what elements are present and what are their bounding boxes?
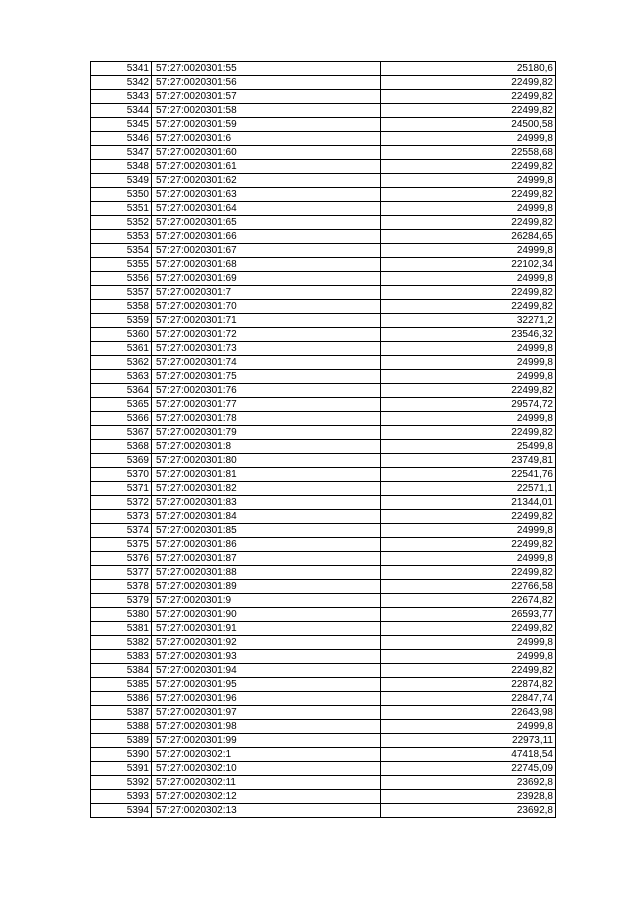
table-row xyxy=(91,524,556,538)
value-cell: 24999,8 xyxy=(381,202,556,216)
table-row xyxy=(91,188,556,202)
value-cell: 23692,8 xyxy=(381,804,556,818)
value-cell: 22558,68 xyxy=(381,146,556,160)
value-cell: 22499,82 xyxy=(381,510,556,524)
cadastral-number-cell: 57:27:0020301:80 xyxy=(152,454,381,468)
cadastral-number-cell: 57:27:0020301:90 xyxy=(152,608,381,622)
cadastral-number-cell: 57:27:0020301:94 xyxy=(152,664,381,678)
table-row xyxy=(91,538,556,552)
value-cell: 22643,98 xyxy=(381,706,556,720)
value-cell: 22499,82 xyxy=(381,216,556,230)
table-row xyxy=(91,692,556,706)
row-number-cell: 5386 xyxy=(91,692,152,706)
table-row xyxy=(91,748,556,762)
table-row xyxy=(91,258,556,272)
table-row xyxy=(91,426,556,440)
value-cell: 24999,8 xyxy=(381,552,556,566)
table-row xyxy=(91,636,556,650)
cadastral-number-cell: 57:27:0020301:85 xyxy=(152,524,381,538)
table-row xyxy=(91,286,556,300)
cadastral-number-cell: 57:27:0020301:55 xyxy=(152,62,381,76)
value-cell: 26593,77 xyxy=(381,608,556,622)
value-cell: 29574,72 xyxy=(381,398,556,412)
cadastral-number-cell: 57:27:0020301:74 xyxy=(152,356,381,370)
row-number-cell: 5370 xyxy=(91,468,152,482)
value-cell: 22847,74 xyxy=(381,692,556,706)
table-row xyxy=(91,664,556,678)
cadastral-number-cell: 57:27:0020301:92 xyxy=(152,636,381,650)
row-number-cell: 5357 xyxy=(91,286,152,300)
value-cell: 22571,1 xyxy=(381,482,556,496)
table-row xyxy=(91,398,556,412)
value-cell: 22499,82 xyxy=(381,160,556,174)
table-row xyxy=(91,678,556,692)
value-cell: 22499,82 xyxy=(381,188,556,202)
value-cell: 23749,81 xyxy=(381,454,556,468)
row-number-cell: 5353 xyxy=(91,230,152,244)
cadastral-number-cell: 57:27:0020301:79 xyxy=(152,426,381,440)
value-cell: 24999,8 xyxy=(381,272,556,286)
table-row xyxy=(91,762,556,776)
table-row xyxy=(91,76,556,90)
cadastral-number-cell: 57:27:0020301:8 xyxy=(152,440,381,454)
row-number-cell: 5383 xyxy=(91,650,152,664)
value-cell: 22499,82 xyxy=(381,300,556,314)
cadastral-number-cell: 57:27:0020301:57 xyxy=(152,90,381,104)
cadastral-number-cell: 57:27:0020301:73 xyxy=(152,342,381,356)
table-row xyxy=(91,566,556,580)
value-cell: 24999,8 xyxy=(381,132,556,146)
cadastral-number-cell: 57:27:0020301:62 xyxy=(152,174,381,188)
row-number-cell: 5354 xyxy=(91,244,152,258)
row-number-cell: 5347 xyxy=(91,146,152,160)
cadastral-number-cell: 57:27:0020301:87 xyxy=(152,552,381,566)
value-cell: 32271,2 xyxy=(381,314,556,328)
table-row xyxy=(91,174,556,188)
cadastral-number-cell: 57:27:0020301:7 xyxy=(152,286,381,300)
value-cell: 22541,76 xyxy=(381,468,556,482)
value-cell: 24500,58 xyxy=(381,118,556,132)
value-cell: 26284,65 xyxy=(381,230,556,244)
value-cell: 24999,8 xyxy=(381,636,556,650)
value-cell: 24999,8 xyxy=(381,356,556,370)
cadastral-number-cell: 57:27:0020301:63 xyxy=(152,188,381,202)
row-number-cell: 5349 xyxy=(91,174,152,188)
cadastral-number-cell: 57:27:0020301:91 xyxy=(152,622,381,636)
cadastral-number-cell: 57:27:0020301:6 xyxy=(152,132,381,146)
value-cell: 22745,09 xyxy=(381,762,556,776)
value-cell: 24999,8 xyxy=(381,370,556,384)
cadastral-number-cell: 57:27:0020301:66 xyxy=(152,230,381,244)
value-cell: 22674,82 xyxy=(381,594,556,608)
value-cell: 25180,6 xyxy=(381,62,556,76)
table-row xyxy=(91,468,556,482)
table-row xyxy=(91,300,556,314)
row-number-cell: 5377 xyxy=(91,566,152,580)
row-number-cell: 5362 xyxy=(91,356,152,370)
table-row xyxy=(91,734,556,748)
cadastral-number-cell: 57:27:0020301:58 xyxy=(152,104,381,118)
row-number-cell: 5366 xyxy=(91,412,152,426)
cadastral-number-cell: 57:27:0020301:69 xyxy=(152,272,381,286)
cadastral-number-cell: 57:27:0020301:84 xyxy=(152,510,381,524)
value-cell: 25499,8 xyxy=(381,440,556,454)
cadastral-number-cell: 57:27:0020301:70 xyxy=(152,300,381,314)
cadastral-number-cell: 57:27:0020301:61 xyxy=(152,160,381,174)
row-number-cell: 5373 xyxy=(91,510,152,524)
table-row xyxy=(91,146,556,160)
cadastral-number-cell: 57:27:0020301:98 xyxy=(152,720,381,734)
row-number-cell: 5344 xyxy=(91,104,152,118)
value-cell: 24999,8 xyxy=(381,524,556,538)
row-number-cell: 5368 xyxy=(91,440,152,454)
value-cell: 24999,8 xyxy=(381,244,556,258)
table-row xyxy=(91,790,556,804)
table-row xyxy=(91,62,556,76)
cadastral-number-cell: 57:27:0020301:81 xyxy=(152,468,381,482)
row-number-cell: 5363 xyxy=(91,370,152,384)
table-row xyxy=(91,622,556,636)
table-row xyxy=(91,720,556,734)
row-number-cell: 5381 xyxy=(91,622,152,636)
value-cell: 22499,82 xyxy=(381,90,556,104)
row-number-cell: 5388 xyxy=(91,720,152,734)
table-row xyxy=(91,594,556,608)
table-row xyxy=(91,706,556,720)
row-number-cell: 5356 xyxy=(91,272,152,286)
cadastral-number-cell: 57:27:0020302:13 xyxy=(152,804,381,818)
cadastral-number-cell: 57:27:0020301:77 xyxy=(152,398,381,412)
table-row xyxy=(91,412,556,426)
cadastral-number-cell: 57:27:0020301:75 xyxy=(152,370,381,384)
row-number-cell: 5378 xyxy=(91,580,152,594)
cadastral-number-cell: 57:27:0020301:89 xyxy=(152,580,381,594)
cadastral-number-cell: 57:27:0020301:76 xyxy=(152,384,381,398)
cadastral-number-cell: 57:27:0020302:1 xyxy=(152,748,381,762)
cadastral-number-cell: 57:27:0020301:93 xyxy=(152,650,381,664)
row-number-cell: 5375 xyxy=(91,538,152,552)
table-row xyxy=(91,272,556,286)
row-number-cell: 5374 xyxy=(91,524,152,538)
table-row xyxy=(91,132,556,146)
cadastral-number-cell: 57:27:0020301:65 xyxy=(152,216,381,230)
row-number-cell: 5364 xyxy=(91,384,152,398)
row-number-cell: 5382 xyxy=(91,636,152,650)
table-row xyxy=(91,384,556,398)
cadastral-number-cell: 57:27:0020301:96 xyxy=(152,692,381,706)
row-number-cell: 5351 xyxy=(91,202,152,216)
cadastral-number-cell: 57:27:0020301:83 xyxy=(152,496,381,510)
cadastral-number-cell: 57:27:0020302:12 xyxy=(152,790,381,804)
cadastral-number-cell: 57:27:0020301:56 xyxy=(152,76,381,90)
row-number-cell: 5365 xyxy=(91,398,152,412)
cadastral-number-cell: 57:27:0020302:10 xyxy=(152,762,381,776)
value-cell: 24999,8 xyxy=(381,174,556,188)
table-row xyxy=(91,104,556,118)
table-row xyxy=(91,230,556,244)
table-row xyxy=(91,496,556,510)
value-cell: 24999,8 xyxy=(381,342,556,356)
value-cell: 21344,01 xyxy=(381,496,556,510)
table-row xyxy=(91,244,556,258)
value-cell: 22874,82 xyxy=(381,678,556,692)
row-number-cell: 5360 xyxy=(91,328,152,342)
cadastral-number-cell: 57:27:0020301:67 xyxy=(152,244,381,258)
cadastral-number-cell: 57:27:0020302:11 xyxy=(152,776,381,790)
table-row xyxy=(91,342,556,356)
row-number-cell: 5355 xyxy=(91,258,152,272)
value-cell: 22973,11 xyxy=(381,734,556,748)
row-number-cell: 5343 xyxy=(91,90,152,104)
table-row xyxy=(91,370,556,384)
table-row xyxy=(91,440,556,454)
table-row xyxy=(91,608,556,622)
value-cell: 22499,82 xyxy=(381,622,556,636)
row-number-cell: 5367 xyxy=(91,426,152,440)
cadastral-number-cell: 57:27:0020301:99 xyxy=(152,734,381,748)
table-row xyxy=(91,552,556,566)
table-row xyxy=(91,314,556,328)
row-number-cell: 5359 xyxy=(91,314,152,328)
row-number-cell: 5390 xyxy=(91,748,152,762)
table-row xyxy=(91,118,556,132)
value-cell: 22499,82 xyxy=(381,384,556,398)
table-row xyxy=(91,160,556,174)
row-number-cell: 5376 xyxy=(91,552,152,566)
value-cell: 23546,32 xyxy=(381,328,556,342)
cadastral-number-cell: 57:27:0020301:95 xyxy=(152,678,381,692)
row-number-cell: 5379 xyxy=(91,594,152,608)
value-cell: 22499,82 xyxy=(381,104,556,118)
table-body xyxy=(91,62,556,818)
table-row xyxy=(91,510,556,524)
table-row xyxy=(91,482,556,496)
cadastral-number-cell: 57:27:0020301:88 xyxy=(152,566,381,580)
cadastral-number-cell: 57:27:0020301:72 xyxy=(152,328,381,342)
value-cell: 22102,34 xyxy=(381,258,556,272)
table-row xyxy=(91,804,556,818)
cadastral-number-cell: 57:27:0020301:9 xyxy=(152,594,381,608)
row-number-cell: 5342 xyxy=(91,76,152,90)
table-row xyxy=(91,454,556,468)
cadastral-number-cell: 57:27:0020301:82 xyxy=(152,482,381,496)
data-table xyxy=(90,61,556,818)
row-number-cell: 5389 xyxy=(91,734,152,748)
value-cell: 22499,82 xyxy=(381,538,556,552)
row-number-cell: 5392 xyxy=(91,776,152,790)
row-number-cell: 5361 xyxy=(91,342,152,356)
cadastral-number-cell: 57:27:0020301:59 xyxy=(152,118,381,132)
value-cell: 24999,8 xyxy=(381,650,556,664)
table-row xyxy=(91,90,556,104)
row-number-cell: 5346 xyxy=(91,132,152,146)
row-number-cell: 5387 xyxy=(91,706,152,720)
value-cell: 22499,82 xyxy=(381,76,556,90)
value-cell: 22499,82 xyxy=(381,566,556,580)
table-row xyxy=(91,650,556,664)
row-number-cell: 5393 xyxy=(91,790,152,804)
value-cell: 22499,82 xyxy=(381,426,556,440)
row-number-cell: 5341 xyxy=(91,62,152,76)
value-cell: 23692,8 xyxy=(381,776,556,790)
table-row xyxy=(91,328,556,342)
row-number-cell: 5385 xyxy=(91,678,152,692)
value-cell: 23928,8 xyxy=(381,790,556,804)
row-number-cell: 5371 xyxy=(91,482,152,496)
row-number-cell: 5384 xyxy=(91,664,152,678)
table-row xyxy=(91,356,556,370)
table-row xyxy=(91,202,556,216)
row-number-cell: 5369 xyxy=(91,454,152,468)
cadastral-number-cell: 57:27:0020301:68 xyxy=(152,258,381,272)
row-number-cell: 5352 xyxy=(91,216,152,230)
cadastral-number-cell: 57:27:0020301:71 xyxy=(152,314,381,328)
row-number-cell: 5345 xyxy=(91,118,152,132)
value-cell: 47418,54 xyxy=(381,748,556,762)
row-number-cell: 5380 xyxy=(91,608,152,622)
row-number-cell: 5372 xyxy=(91,496,152,510)
cadastral-number-cell: 57:27:0020301:97 xyxy=(152,706,381,720)
value-cell: 24999,8 xyxy=(381,412,556,426)
table-row xyxy=(91,216,556,230)
value-cell: 22766,58 xyxy=(381,580,556,594)
cadastral-number-cell: 57:27:0020301:60 xyxy=(152,146,381,160)
table-row xyxy=(91,580,556,594)
cadastral-number-cell: 57:27:0020301:78 xyxy=(152,412,381,426)
cadastral-number-cell: 57:27:0020301:86 xyxy=(152,538,381,552)
row-number-cell: 5358 xyxy=(91,300,152,314)
row-number-cell: 5391 xyxy=(91,762,152,776)
row-number-cell: 5350 xyxy=(91,188,152,202)
row-number-cell: 5348 xyxy=(91,160,152,174)
value-cell: 22499,82 xyxy=(381,286,556,300)
cadastral-number-cell: 57:27:0020301:64 xyxy=(152,202,381,216)
table-row xyxy=(91,776,556,790)
value-cell: 22499,82 xyxy=(381,664,556,678)
value-cell: 24999,8 xyxy=(381,720,556,734)
row-number-cell: 5394 xyxy=(91,804,152,818)
